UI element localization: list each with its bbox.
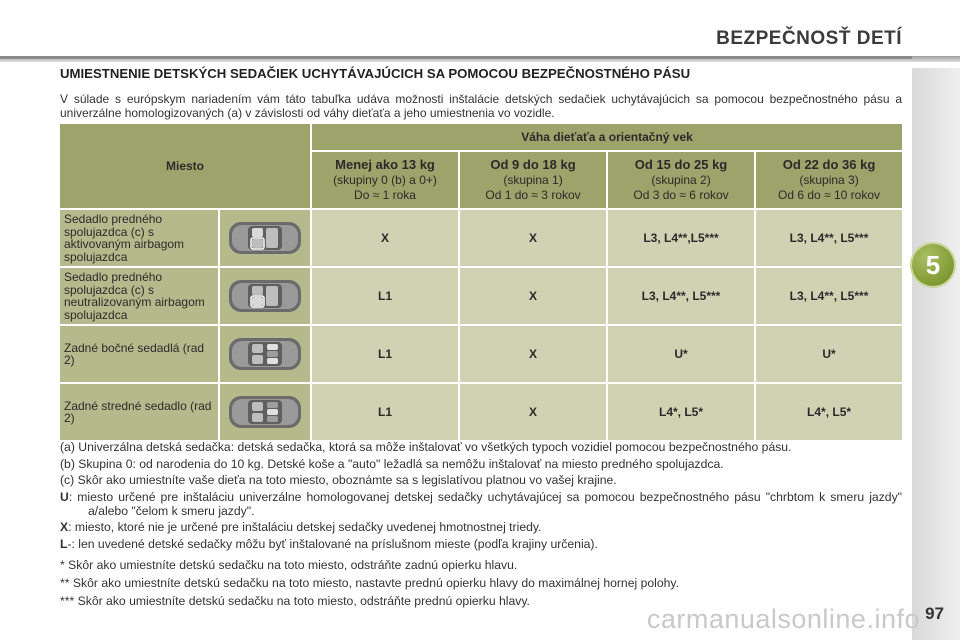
- footnote-text: : miesto, ktoré nie je určené pre inštaláciu detskej sedačky uvedenej hmotnostnej triedy.: [68, 520, 542, 534]
- footnote: (b) Skupina 0: od narodenia do 10 kg. Detské koše a "auto" ležadlá sa nemôžu inštalovať na miesto predného spolujazdca.: [60, 456, 724, 471]
- car-rear-middle-seat-icon: [220, 384, 310, 440]
- value-cell: L4*, L5*: [756, 384, 902, 440]
- group-line1: (skupina 3): [799, 173, 859, 188]
- header-rule-dark: [0, 56, 912, 59]
- group-line2: Od 3 do ≈ 6 rokov: [633, 187, 729, 202]
- footnote-key: U: [60, 489, 69, 504]
- intro-paragraph: V súlade s európskym nariadením vám táto tabuľka udáva možnosti inštalácie detských sedačiek uchytávajúcich sa pomocou bezpečnostného pásu a univerzálne homologizovaných (a) v závislosti od váhy dieťaťa a jeho umiestnenia vo vozidle.: [60, 92, 902, 120]
- place-header: Miesto: [60, 124, 310, 208]
- group-header: [756, 152, 902, 208]
- group-title: Od 15 do 25 kg: [634, 156, 728, 172]
- value-cell: X: [460, 268, 606, 324]
- value-cell: X: [460, 210, 606, 266]
- group-header: [312, 152, 458, 208]
- group-line2: Do ≈ 1 roka: [354, 187, 416, 202]
- group-line2: Od 1 do ≈ 3 rokov: [485, 187, 581, 202]
- group-title: Od 22 do 36 kg: [782, 156, 876, 172]
- car-front-passenger-seat-icon: [220, 210, 310, 266]
- row-label: Sedadlo predného spolujazdca (c) s aktivovaným airbagom spolujazdca: [60, 210, 218, 266]
- group-line2: Od 6 do ≈ 10 rokov: [778, 187, 881, 202]
- footnote: [60, 490, 902, 518]
- footnote: (a) Univerzálna detská sedačka: detská sedačka, ktorá sa môže inštalovať vo všetkých typoch vozidiel pomocou bezpečnostného pásu.: [60, 440, 792, 454]
- group-title: Menej ako 13 kg: [335, 156, 435, 172]
- row-label: Zadné bočné sedadlá (rad 2): [60, 326, 218, 382]
- table-row: [60, 210, 902, 266]
- group-line1: (skupiny 0 (b) a 0+): [333, 173, 437, 188]
- car-front-passenger-seat-icon: [220, 268, 310, 324]
- footnote-text: -: len uvedené detské sedačky môžu byť inštalované na príslušnom mieste (podľa krajiny určenia).: [67, 536, 598, 551]
- group-title: Od 9 do 18 kg: [490, 156, 576, 172]
- footnotes: [60, 440, 902, 553]
- side-band: [912, 68, 960, 640]
- footnote: (c) Skôr ako umiestníte vaše dieťa na toto miesto, oboznámte sa s legislatívou platnou vo vašej krajine.: [60, 473, 617, 487]
- row-label: Zadné stredné sedadlo (rad 2): [60, 384, 218, 440]
- value-cell: L1: [312, 268, 458, 324]
- value-cell: U*: [608, 326, 754, 382]
- group-line1: (skupina 2): [651, 173, 711, 188]
- value-cell: L4*, L5*: [608, 384, 754, 440]
- asterisk-note: *** Skôr ako umiestníte detskú sedačku na toto miesto, odstráňte prednú opierku hlavy.: [60, 594, 530, 608]
- value-cell: L3, L4**, L5***: [756, 268, 902, 324]
- footnote-key: L: [60, 536, 68, 551]
- watermark: carmanualsonline.info: [646, 604, 920, 634]
- group-header: [460, 152, 606, 208]
- row-label: Sedadlo predného spolujazdca (c) s neutralizovaným airbagom spolujazdca: [60, 268, 218, 324]
- group-line1: (skupina 1): [503, 173, 563, 188]
- value-cell: X: [460, 326, 606, 382]
- value-cell: L3, L4**,L5***: [608, 210, 754, 266]
- asterisk-note: ** Skôr ako umiestníte detskú sedačku na toto miesto, nastavte prednú opierku hlavy do maximálnej hornej polohy.: [60, 576, 679, 590]
- value-cell: X: [460, 384, 606, 440]
- value-cell: L1: [312, 326, 458, 382]
- footnote-key: X: [60, 520, 69, 534]
- car-rear-side-seats-icon: [220, 326, 310, 382]
- section-title: UMIESTNENIE DETSKÝCH SEDAČIEK UCHYTÁVAJÚCICH SA POMOCOU BEZPEČNOSTNÉHO PÁSU: [60, 66, 691, 81]
- value-cell: U*: [756, 326, 902, 382]
- value-cell: X: [312, 210, 458, 266]
- seat-placement-table: [58, 122, 904, 442]
- footnote: [60, 520, 902, 534]
- value-cell: L3, L4**, L5***: [608, 268, 754, 324]
- value-cell: L3, L4**, L5***: [756, 210, 902, 266]
- table-row: [60, 268, 902, 324]
- weight-header: Váha dieťaťa a orientačný vek: [312, 124, 902, 150]
- asterisk-note: * Skôr ako umiestníte detskú sedačku na toto miesto, odstráňte zadnú opierku hlavu.: [60, 558, 518, 572]
- footnote-text: : miesto určené pre inštaláciu univerzálne homologovanej detskej sedačky uchytávajúcej sa pomocou bezpečnostného pásu "chrbtom k smeru jazdy" a/alebo "čelom k smeru jazdy".: [68, 489, 902, 518]
- table-row: [60, 326, 902, 382]
- footnote: [60, 537, 902, 551]
- chapter-badge[interactable]: 5: [912, 244, 954, 286]
- page-header-title: BEZPEČNOSŤ DETÍ: [716, 28, 902, 49]
- group-header: [608, 152, 754, 208]
- page-number: 97: [925, 604, 944, 623]
- value-cell: L1: [312, 384, 458, 440]
- table-row: [60, 384, 902, 440]
